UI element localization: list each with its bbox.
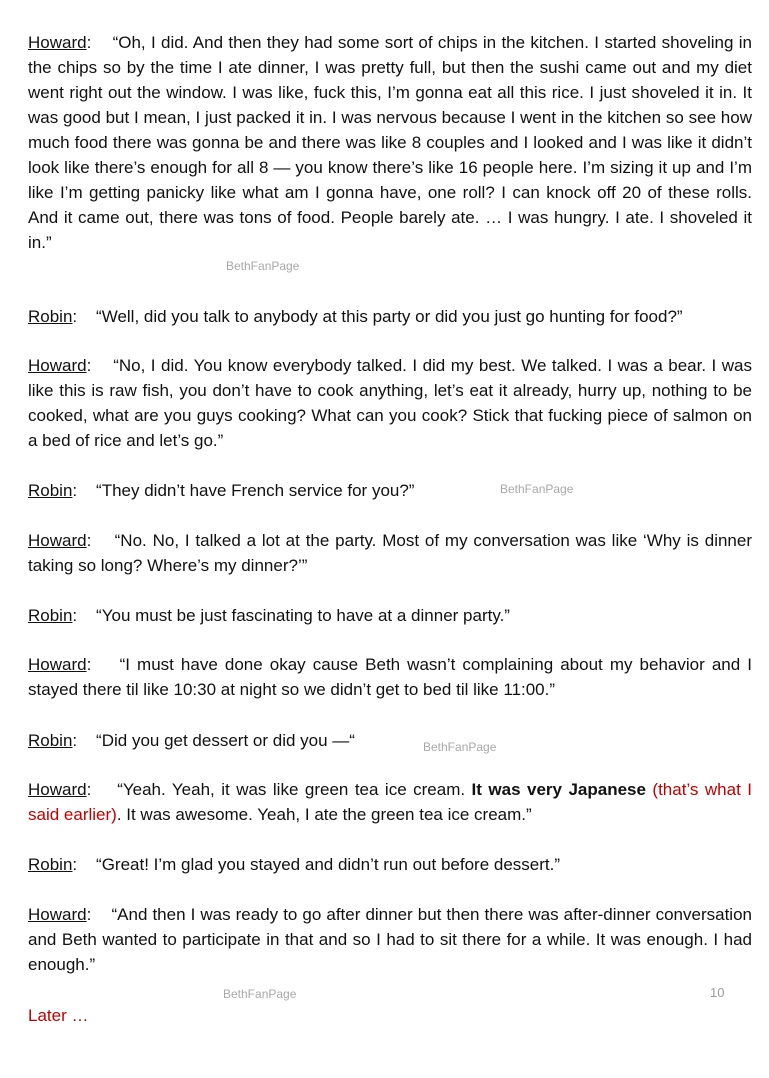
speaker-label: Howard (28, 655, 87, 674)
dialogue-robin-3: Robin: “You must be just fascinating to have at a dinner party.” (28, 606, 510, 625)
watermark: BethFanPage (423, 740, 497, 754)
watermark: BethFanPage (226, 259, 300, 273)
dialogue-robin-1: Robin: “Well, did you talk to anybody at this party or did you just go hunting for food?” (28, 307, 683, 326)
speaker-label: Robin (28, 606, 73, 625)
speaker-label: Howard (28, 905, 87, 924)
bold-emphasis: It was very Japanese (471, 780, 646, 799)
speaker-label: Howard (28, 780, 87, 799)
dialogue-howard-1: Howard: “Oh, I did. And then they had some sort of chips in the kitchen. I started shoveling in the chips so by the time I ate dinner, I was pretty full, but then the sushi came out and my diet went right out the window. I was like, fuck this, I’m gonna eat all this rice. I just shoveled it in. It was good but I mean, I just packed it in. I was nervous because I went in the kitchen so see how much food there was gonna be and there was like 8 couples and I looked and I was like it didn’t look like there’s enough for all 8 — you know there’s like 16 people here. I’m sizing it up and I’m like I’m getting panicky like what am I gonna have, one roll? I can knock off 20 of these rolls. And it came out, there was tons of food. People barely ate. … I was hungry. I ate. I shoveled it in.” (28, 33, 752, 252)
dialogue-text: “They didn’t have French service for you?” (96, 481, 415, 500)
page-number: 10 (710, 985, 725, 1000)
speaker-label: Howard (28, 356, 87, 375)
dialogue-text: “No, I did. You know everybody talked. I did my best. We talked. I was a bear. I was like this is raw fish, you don’t have to cook anything, let’s eat it already, hurry up, nothing to be cooked, what are you guys cooking? What can you cook? Stick that fucking piece of salmon on a bed of rice and let’s go.” (28, 356, 752, 450)
speaker-label: Robin (28, 481, 73, 500)
dialogue-howard-4: Howard: “I must have done okay cause Beth wasn’t complaining about my behavior and I stayed there til like 10:30 at night so we didn’t get to bed til like 11:00.” (28, 655, 752, 699)
dialogue-text: “No. No, I talked a lot at the party. Most of my conversation was like ‘Why is dinner taking so long? Where’s my dinner?’” (28, 531, 752, 575)
dialogue-text: “Great! I’m glad you stayed and didn’t run out before dessert.” (96, 855, 561, 874)
later-note: Later … (28, 1006, 89, 1025)
dialogue-text: . It was awesome. Yeah, I ate the green tea ice cream.” (116, 805, 532, 824)
dialogue-text: “Yeah. Yeah, it was like green tea ice cream. (117, 780, 472, 799)
dialogue-howard-2: Howard: “No, I did. You know everybody talked. I did my best. We talked. I was a bear. I was like this is raw fish, you don’t have to cook anything, let’s eat it already, hurry up, nothing to be cooked, what are you guys cooking? What can you cook? Stick that fucking piece of salmon on a bed of rice and let’s go.” (28, 356, 752, 450)
dialogue-howard-5: Howard: “Yeah. Yeah, it was like green tea ice cream. It was very Japanese (that’s what I said earlier). It was awesome. Yeah, I ate the green tea ice cream.” (28, 780, 752, 824)
dialogue-robin-4: Robin: “Did you get dessert or did you —“ (28, 731, 355, 750)
dialogue-text: “Oh, I did. And then they had some sort of chips in the kitchen. I started shoveling in the chips so by the time I ate dinner, I was pretty full, but then the sushi came out and my diet went right out the window. I was like, fuck this, I’m gonna eat all this rice. I just shoveled it in. It was good but I mean, I just packed it in. I was nervous because I went in the kitchen so see how much food there was gonna be and there was like 8 couples and I looked and I was like it didn’t look like there’s enough for all 8 — you know there’s like 16 people here. I’m sizing it up and I’m like I’m getting panicky like what am I gonna have, one roll? I can knock off 20 of these rolls. And it came out, there was tons of food. People barely ate. … I was hungry. I ate. I shoveled it in.” (28, 33, 752, 252)
dialogue-howard-6: Howard: “And then I was ready to go after dinner but then there was after-dinner conversation and Beth wanted to participate in that and so I had to sit there for a while. It was enough. I had enough.” (28, 905, 752, 974)
dialogue-text: “I must have done okay cause Beth wasn’t complaining about my behavior and I stayed there til like 10:30 at night so we didn’t get to bed til like 11:00.” (28, 655, 752, 699)
dialogue-text: “And then I was ready to go after dinner but then there was after-dinner conversation and Beth wanted to participate in that and so I had to sit there for a while. It was enough. I had enough.” (28, 905, 752, 974)
speaker-label: Robin (28, 307, 73, 326)
speaker-label: Howard (28, 33, 87, 52)
dialogue-text: “Did you get dessert or did you —“ (96, 731, 355, 750)
dialogue-robin-5: Robin: “Great! I’m glad you stayed and didn’t run out before dessert.” (28, 855, 561, 874)
dialogue-robin-2: Robin: “They didn’t have French service for you?” (28, 481, 415, 500)
dialogue-text: “Well, did you talk to anybody at this party or did you just go hunting for food?” (96, 307, 683, 326)
dialogue-text: “You must be just fascinating to have at a dinner party.” (96, 606, 510, 625)
dialogue-howard-3: Howard: “No. No, I talked a lot at the party. Most of my conversation was like ‘Why is dinner taking so long? Where’s my dinner?’” (28, 531, 752, 575)
red-annotation: (that’s what I said earlier) (28, 780, 752, 824)
speaker-label: Howard (28, 531, 87, 550)
speaker-label: Robin (28, 855, 73, 874)
speaker-label: Robin (28, 731, 73, 750)
watermark: BethFanPage (500, 482, 574, 496)
watermark: BethFanPage (223, 987, 297, 1001)
